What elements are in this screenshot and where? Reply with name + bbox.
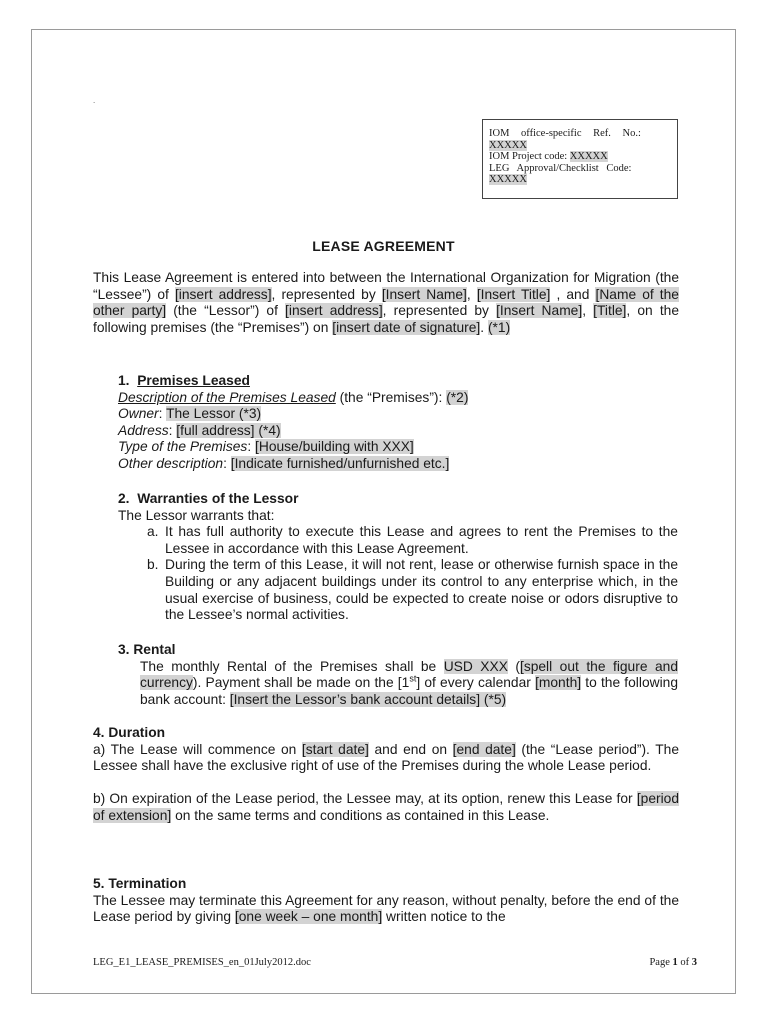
field-value: [Indicate furnished/unfurnished etc.] bbox=[230, 455, 450, 471]
section-heading: 5. Termination bbox=[93, 876, 187, 891]
footer-page-number bbox=[649, 957, 697, 968]
list-marker: b. bbox=[147, 557, 159, 573]
ref-office-label: IOM office-specific Ref. No.: bbox=[489, 128, 641, 139]
lessor-name-field: [Name of the other party] bbox=[93, 286, 679, 319]
start-date-field: [start date] bbox=[301, 741, 369, 757]
page-current: 1 bbox=[672, 957, 678, 968]
list-marker: a. bbox=[147, 524, 159, 540]
ref-leg-label: LEG Approval/Checklist Code: bbox=[489, 162, 632, 174]
warranty-list bbox=[118, 524, 678, 624]
type-line bbox=[118, 439, 678, 456]
section-number: 1. bbox=[118, 373, 130, 388]
rental-text: The monthly Rental of the Premises shall be bbox=[140, 658, 444, 674]
section-heading: 4. Duration bbox=[93, 725, 166, 740]
document-title: LEASE AGREEMENT bbox=[312, 238, 455, 254]
intro-text: . bbox=[480, 319, 488, 335]
field-text: : bbox=[247, 439, 256, 455]
ref-project-value: XXXXX bbox=[569, 151, 608, 163]
intro-text: This Lease Agreement is entered into between the International Organization for Migration (the “Lessee”) of bbox=[93, 270, 679, 302]
section-duration bbox=[93, 725, 679, 825]
list-item bbox=[118, 557, 678, 623]
field-label: Type of the Premises bbox=[118, 439, 248, 455]
field-text: (the “Premises”): bbox=[335, 389, 447, 405]
document-page bbox=[31, 29, 736, 994]
section-title: Premises Leased bbox=[137, 373, 250, 388]
footer-filename: LEG_E1_LEASE_PREMISES_en_01July2012.doc bbox=[93, 957, 311, 968]
rental-text: ( bbox=[507, 658, 520, 674]
rental-text: to the following bank account: bbox=[140, 675, 678, 707]
intro-text: , bbox=[582, 303, 594, 319]
lessee-rep-name-field: [Insert Name] bbox=[381, 286, 467, 302]
footnote-ref: (*1) bbox=[487, 319, 511, 335]
page-label: Page bbox=[649, 957, 673, 968]
field-text: : bbox=[168, 422, 177, 438]
field-label: Description of the Premises Leased bbox=[118, 389, 336, 405]
duration-paragraph-b bbox=[93, 791, 679, 824]
intro-text: , represented by bbox=[382, 303, 497, 319]
section-title: Warranties of the Lessor bbox=[137, 491, 299, 506]
field-value: The Lessor (*3) bbox=[166, 406, 262, 422]
section-warranties bbox=[118, 491, 678, 624]
ref-leg-value: XXXXX bbox=[489, 174, 527, 186]
rental-text: ] of every calendar bbox=[416, 675, 536, 691]
other-description-line bbox=[118, 456, 678, 473]
section-termination bbox=[93, 876, 679, 926]
duration-text: a) The Lease will commence on bbox=[93, 741, 302, 757]
extension-period-field: [period of extension] bbox=[93, 791, 679, 823]
termination-text: The Lessee may terminate this Agreement for any reason, without penalty, before the end of the Lease period by giving bbox=[93, 892, 679, 925]
intro-text: (the “Lessor”) of bbox=[166, 303, 286, 319]
stray-dot: . bbox=[93, 96, 96, 105]
list-item-text: During the term of this Lease, it will not rent, lease or otherwise furnish space in the Building or any adjacent buildings under its control to any enterprise which, in the usual exercise of business, could be expected to create noise or odors disruptive to the Lessee’s normal activities. bbox=[165, 557, 678, 623]
section-premises-leased bbox=[118, 373, 678, 473]
termination-paragraph bbox=[93, 893, 679, 926]
field-value: (*2) bbox=[446, 389, 469, 405]
rental-paragraph bbox=[118, 659, 678, 709]
bank-details-field: [Insert the Lessor’s bank account details] (*5) bbox=[229, 691, 507, 707]
intro-text: , and bbox=[550, 286, 596, 302]
ref-office-value: XXXXX bbox=[489, 139, 527, 151]
section-heading bbox=[118, 491, 678, 508]
field-label: Owner bbox=[118, 406, 159, 422]
intro-text: , bbox=[466, 286, 477, 302]
section-heading bbox=[118, 373, 678, 390]
lessee-rep-title-field: [Insert Title] bbox=[476, 286, 551, 302]
field-value: [full address] (*4) bbox=[176, 422, 281, 438]
field-text: : bbox=[223, 455, 231, 471]
duration-paragraph-a bbox=[93, 742, 679, 775]
lessor-rep-title-field: [Title] bbox=[593, 303, 627, 319]
rental-words-field: [spell out the figure and currency bbox=[140, 658, 678, 691]
premises-description-line bbox=[118, 390, 678, 407]
intro-text: , on the following premises (the “Premises”) on bbox=[93, 303, 680, 335]
list-item bbox=[118, 524, 678, 557]
duration-text: and end on bbox=[368, 741, 453, 757]
ref-project-label: IOM Project code: bbox=[489, 151, 570, 163]
page-of: of bbox=[677, 957, 692, 968]
address-line bbox=[118, 423, 678, 440]
list-item-text: It has full authority to execute this Lease and agrees to rent the Premises to the Lessee in accordance with this Lease Agreement. bbox=[165, 524, 678, 556]
owner-line bbox=[118, 406, 678, 423]
notice-period-field: [one week – one month] bbox=[234, 909, 383, 925]
page-total: 3 bbox=[691, 957, 697, 968]
lessee-address-field: [insert address] bbox=[174, 286, 272, 302]
duration-text: b) On expiration of the Lease period, the Lessee may, at its option, renew this Lease for bbox=[93, 791, 637, 807]
duration-text: on the same terms and conditions as contained in this Lease. bbox=[171, 807, 550, 823]
field-label: Other description bbox=[118, 455, 224, 471]
section-lead: The Lessor warrants that: bbox=[118, 507, 275, 523]
field-value: [House/building with XXX] bbox=[255, 439, 414, 455]
intro-paragraph bbox=[93, 270, 679, 336]
section-number: 2. bbox=[118, 491, 130, 506]
rental-period-field: [month] bbox=[535, 675, 582, 691]
end-date-field: [end date] bbox=[452, 741, 516, 757]
section-heading: 3. Rental bbox=[118, 642, 176, 657]
reference-box bbox=[482, 119, 678, 199]
rental-amount-field: USD XXX bbox=[443, 658, 508, 674]
field-label: Address bbox=[118, 422, 169, 438]
field-text: : bbox=[158, 406, 167, 422]
lessor-address-field: [insert address] bbox=[285, 303, 383, 319]
ordinal-suffix: st bbox=[409, 673, 417, 684]
lessor-rep-name-field: [Insert Name] bbox=[496, 303, 583, 319]
signature-date-field: [insert date of signature] bbox=[332, 319, 481, 335]
termination-text: written notice to the bbox=[382, 909, 506, 925]
duration-text: (the “Lease period”). The Lessee shall have the exclusive right of use of the Premises during the whole Lease period. bbox=[93, 741, 680, 774]
intro-text: , represented by bbox=[271, 286, 382, 302]
rental-text: ). Payment shall be made on the [1 bbox=[192, 675, 410, 691]
paragraph-gap bbox=[93, 775, 679, 792]
section-rental bbox=[118, 642, 678, 708]
